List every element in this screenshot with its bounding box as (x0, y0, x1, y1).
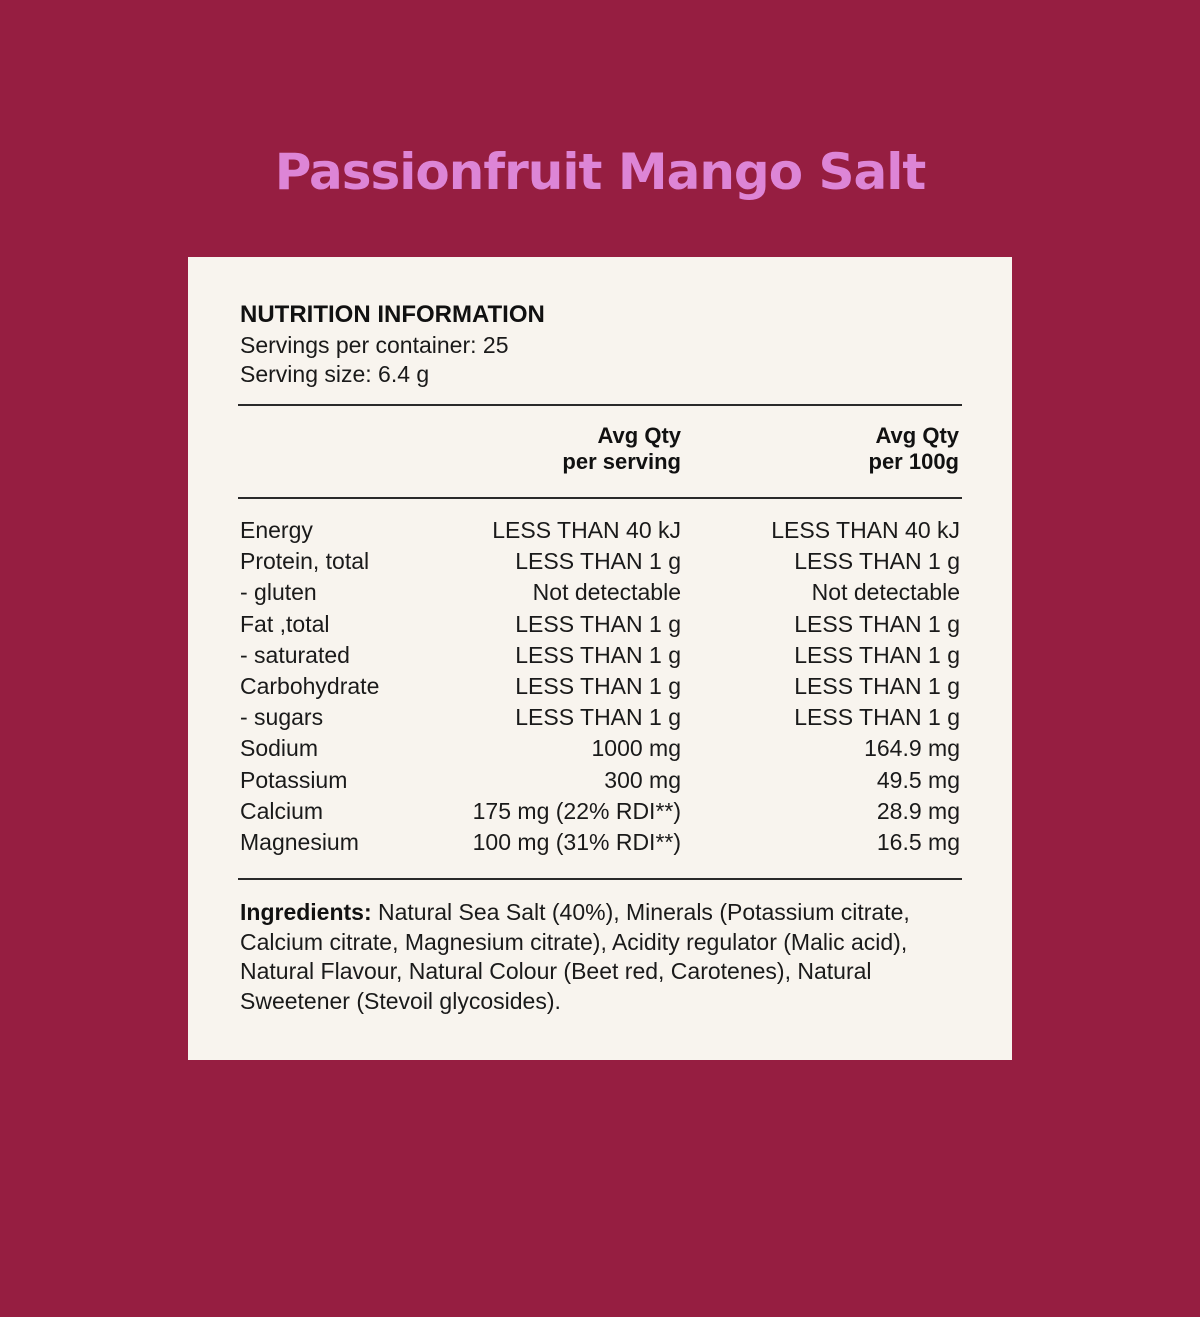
value-per-serving: 300 mg (604, 766, 681, 793)
nutrient-label: Magnesium (240, 828, 359, 855)
value-per-serving: 100 mg (31% RDI**) (472, 828, 681, 855)
ingredients-label: Ingredients: (240, 899, 372, 925)
table-row (240, 796, 960, 827)
nutrient-label: - saturated (240, 641, 350, 668)
column-header-line: per 100g (868, 449, 959, 474)
product-title: Passionfruit Mango Salt (274, 143, 926, 201)
ingredients-text: Natural Sea Salt (40%), Minerals (Potassium citrate, Calcium citrate, Magnesium citrate), Acidity regulator (Malic acid), Natural Flavour, Natural Colour (Beet red, Carotenes), Natural Sweetener (Stevoil glycosides). (240, 899, 910, 1014)
nutrition-table (240, 515, 960, 858)
divider-bottom (238, 878, 962, 880)
value-per-100g: 16.5 mg (876, 828, 960, 855)
value-per-serving: Not detectable (532, 579, 681, 606)
value-per-100g: LESS THAN 1 g (794, 548, 960, 575)
divider-middle (238, 497, 962, 499)
nutrient-label: Calcium (240, 797, 324, 824)
column-header-per-serving (562, 423, 681, 475)
table-row (240, 671, 960, 702)
table-row (240, 515, 960, 546)
table-row (240, 733, 960, 764)
nutrient-label: - gluten (240, 579, 317, 606)
value-per-100g: LESS THAN 1 g (794, 672, 960, 699)
table-row (240, 577, 960, 608)
table-row (240, 609, 960, 640)
nutrient-label: Protein, total (240, 548, 370, 575)
value-per-serving: LESS THAN 1 g (515, 672, 681, 699)
value-per-serving: 1000 mg (591, 735, 681, 762)
value-per-serving: LESS THAN 40 kJ (492, 517, 681, 543)
value-per-100g: 164.9 mg (864, 735, 960, 762)
column-header-line: Avg Qty (875, 423, 959, 448)
column-header-line: Avg Qty (597, 423, 681, 448)
divider-top (238, 404, 962, 406)
servings-per-container: Servings per container: 25 (240, 332, 509, 358)
value-per-serving: LESS THAN 1 g (515, 704, 681, 731)
value-per-serving: LESS THAN 1 g (515, 610, 681, 637)
nutrient-label: Sodium (240, 735, 318, 762)
column-header-per-100g (869, 423, 960, 475)
table-row (240, 702, 960, 733)
nutrient-label: - sugars (240, 704, 324, 731)
ingredients-block (240, 898, 960, 1016)
table-row (240, 827, 960, 858)
value-per-serving: LESS THAN 1 g (515, 641, 681, 668)
value-per-100g: 49.5 mg (876, 766, 960, 793)
value-per-serving: 175 mg (22% RDI**) (472, 797, 681, 824)
column-header-line: per serving (562, 449, 681, 474)
serving-size: Serving size: 6.4 g (240, 361, 430, 387)
table-row (240, 546, 960, 577)
table-row (240, 640, 960, 671)
nutrition-panel (188, 257, 1012, 1060)
nutrient-label: Energy (240, 517, 313, 543)
value-per-serving: LESS THAN 1 g (515, 548, 681, 575)
nutrient-label: Carbohydrate (240, 672, 380, 699)
value-per-100g: LESS THAN 1 g (794, 704, 960, 731)
value-per-100g: LESS THAN 40 kJ (771, 517, 960, 543)
nutrition-heading: NUTRITION INFORMATION (240, 301, 545, 328)
nutrient-label: Potassium (240, 766, 348, 793)
table-row (240, 765, 960, 796)
value-per-100g: LESS THAN 1 g (794, 641, 960, 668)
value-per-100g: Not detectable (811, 579, 960, 606)
value-per-100g: 28.9 mg (876, 797, 960, 824)
nutrient-label: Fat ,total (240, 610, 330, 637)
value-per-100g: LESS THAN 1 g (794, 610, 960, 637)
